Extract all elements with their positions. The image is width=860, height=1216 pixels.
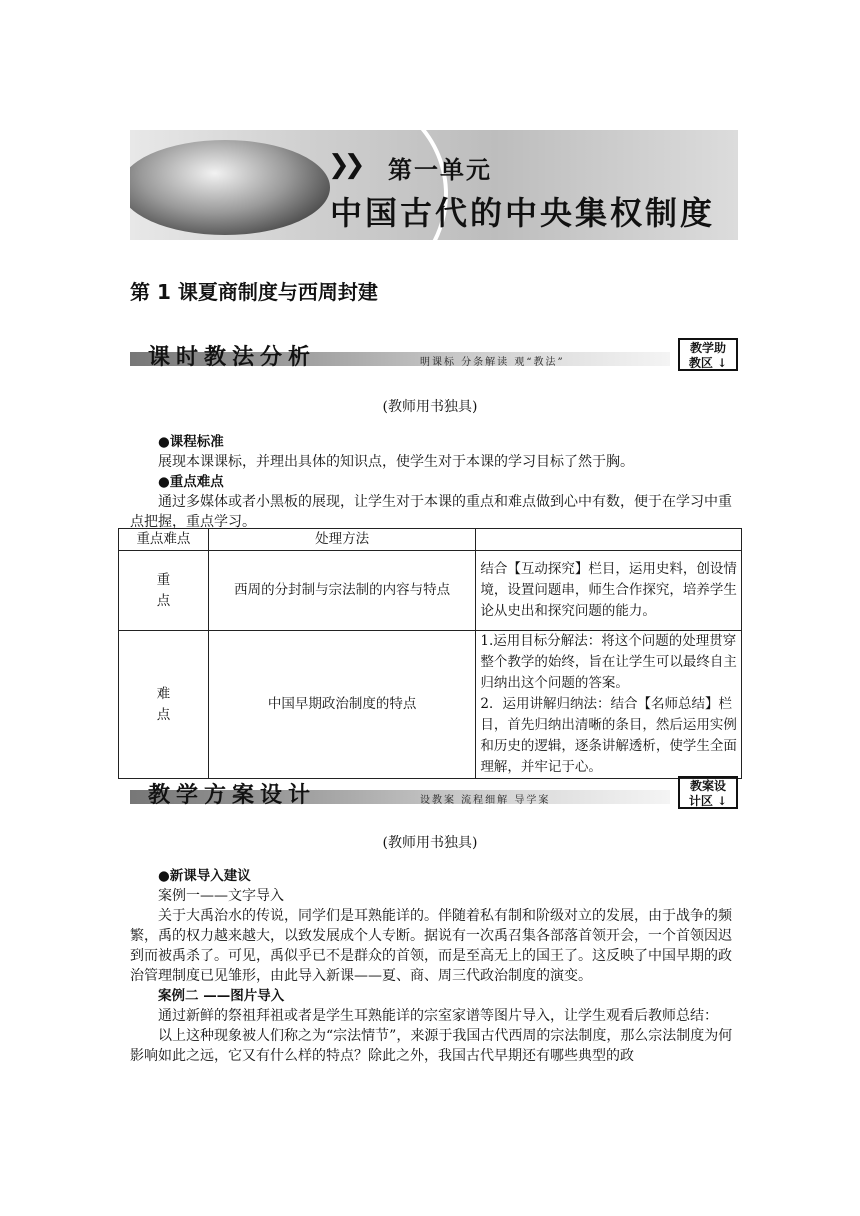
- unit-label: 第一单元: [388, 156, 492, 184]
- intro-block: [130, 866, 738, 1066]
- table-cell-method: 结合【互动探究】栏目，运用史料，创设情境，设置问题串，师生合作探究，培养学生论从史出和探究问题的能力。: [476, 551, 742, 631]
- section-zone-box: [678, 776, 738, 809]
- type-char: 重: [156, 571, 171, 588]
- section-name: 课时教法分析: [148, 344, 317, 370]
- method-item: 2．运用讲解归纳法：结合【名师总结】栏目，首先归纳出清晰的条目，然后运用实例和历史的逻辑，逐条讲解透析，使学生全面理解，并牢记于心。: [480, 696, 737, 775]
- box-line-2: 教区 ↓: [688, 356, 728, 370]
- section-tagline: 明课标 分条解读 观“教法”: [420, 357, 565, 368]
- method-item: 1.运用目标分解法：将这个问题的处理贯穿整个教学的始终，旨在让学生可以最终自主归纳出这个问题的答案。: [480, 633, 737, 691]
- key-points-table: [118, 528, 742, 779]
- teacher-note: (教师用书独具): [382, 399, 478, 415]
- table-header-row: [119, 529, 742, 551]
- type-char: 难: [156, 685, 171, 702]
- table-cell-content: 中国早期政治制度的特点: [208, 631, 476, 779]
- box-line-1: 教学助: [689, 341, 726, 355]
- table-row: [119, 631, 742, 779]
- section-zone-box: [678, 338, 738, 371]
- case2-title: 案例二 ——图片导入: [158, 988, 285, 1004]
- section-name: 教学方案设计: [148, 782, 317, 808]
- box-line-1: 教案设: [689, 779, 726, 793]
- case1-title: 案例一——文字导入: [158, 888, 284, 904]
- type-char: 点: [156, 706, 171, 723]
- intro-heading: ●新课导入建议: [158, 868, 251, 884]
- table-header: 重点难点: [119, 529, 209, 551]
- table-row: [119, 551, 742, 631]
- table-header: [476, 529, 742, 551]
- case1-text: 关于大禹治水的传说，同学们是耳熟能详的。伴随着私有制和阶级对立的发展，由于战争的频繁，禹的权力越来越大，以致发展成个人专断。据说有一次禹召集各部落首领开会，一个首领因迟到而被禹杀了。可见，禹似乎已不是群众的首领，而是至高无上的国王了。这反映了中国早期的政治管理制度已见雏形，由此导入新课——夏、商、周三代政治制度的演变。: [130, 908, 732, 984]
- section-header-design: [130, 776, 738, 810]
- table-header: 处理方法: [208, 529, 476, 551]
- key-text: 通过多媒体或者小黑板的展现，让学生对于本课的重点和难点做到心中有数，便于在学习中重点把握，重点学习。: [130, 494, 732, 530]
- double-chevron-icon: ❯❯: [328, 150, 360, 180]
- teacher-note: (教师用书独具): [382, 835, 478, 851]
- table-cell-type: [119, 551, 209, 631]
- standard-heading: ●课程标准: [158, 434, 224, 450]
- case2-text-continued: 以上这种现象被人们称之为“宗法情节”，来源于我国古代西周的宗法制度，那么宗法制度为何影响如此之远，它又有什么样的特点？除此之外，我国古代早期还有哪些典型的政: [130, 1028, 733, 1064]
- lesson-title: 第 1 课夏商制度与西周封建: [130, 280, 378, 304]
- case2-text: 通过新鲜的祭祖拜祖或者是学生耳熟能详的宗室家谱等图片导入，让学生观看后教师总结：: [158, 1008, 718, 1024]
- section-header-analysis: [130, 338, 738, 372]
- table-cell-method: [476, 631, 742, 779]
- box-line-2: 计区 ↓: [688, 794, 728, 808]
- type-char: 点: [156, 592, 171, 609]
- table-cell-content: 西周的分封制与宗法制的内容与特点: [208, 551, 476, 631]
- table-cell-type: [119, 631, 209, 779]
- key-heading: ●重点难点: [158, 474, 224, 490]
- unit-title: 中国古代的中央集权制度: [330, 194, 716, 232]
- standard-text: 展现本课课标，并理出具体的知识点，使学生对于本课的学习目标了然于胸。: [158, 454, 634, 470]
- standard-block: [130, 432, 738, 532]
- unit-banner: [130, 130, 738, 240]
- section-tagline: 设教案 流程细解 导学案: [420, 795, 551, 806]
